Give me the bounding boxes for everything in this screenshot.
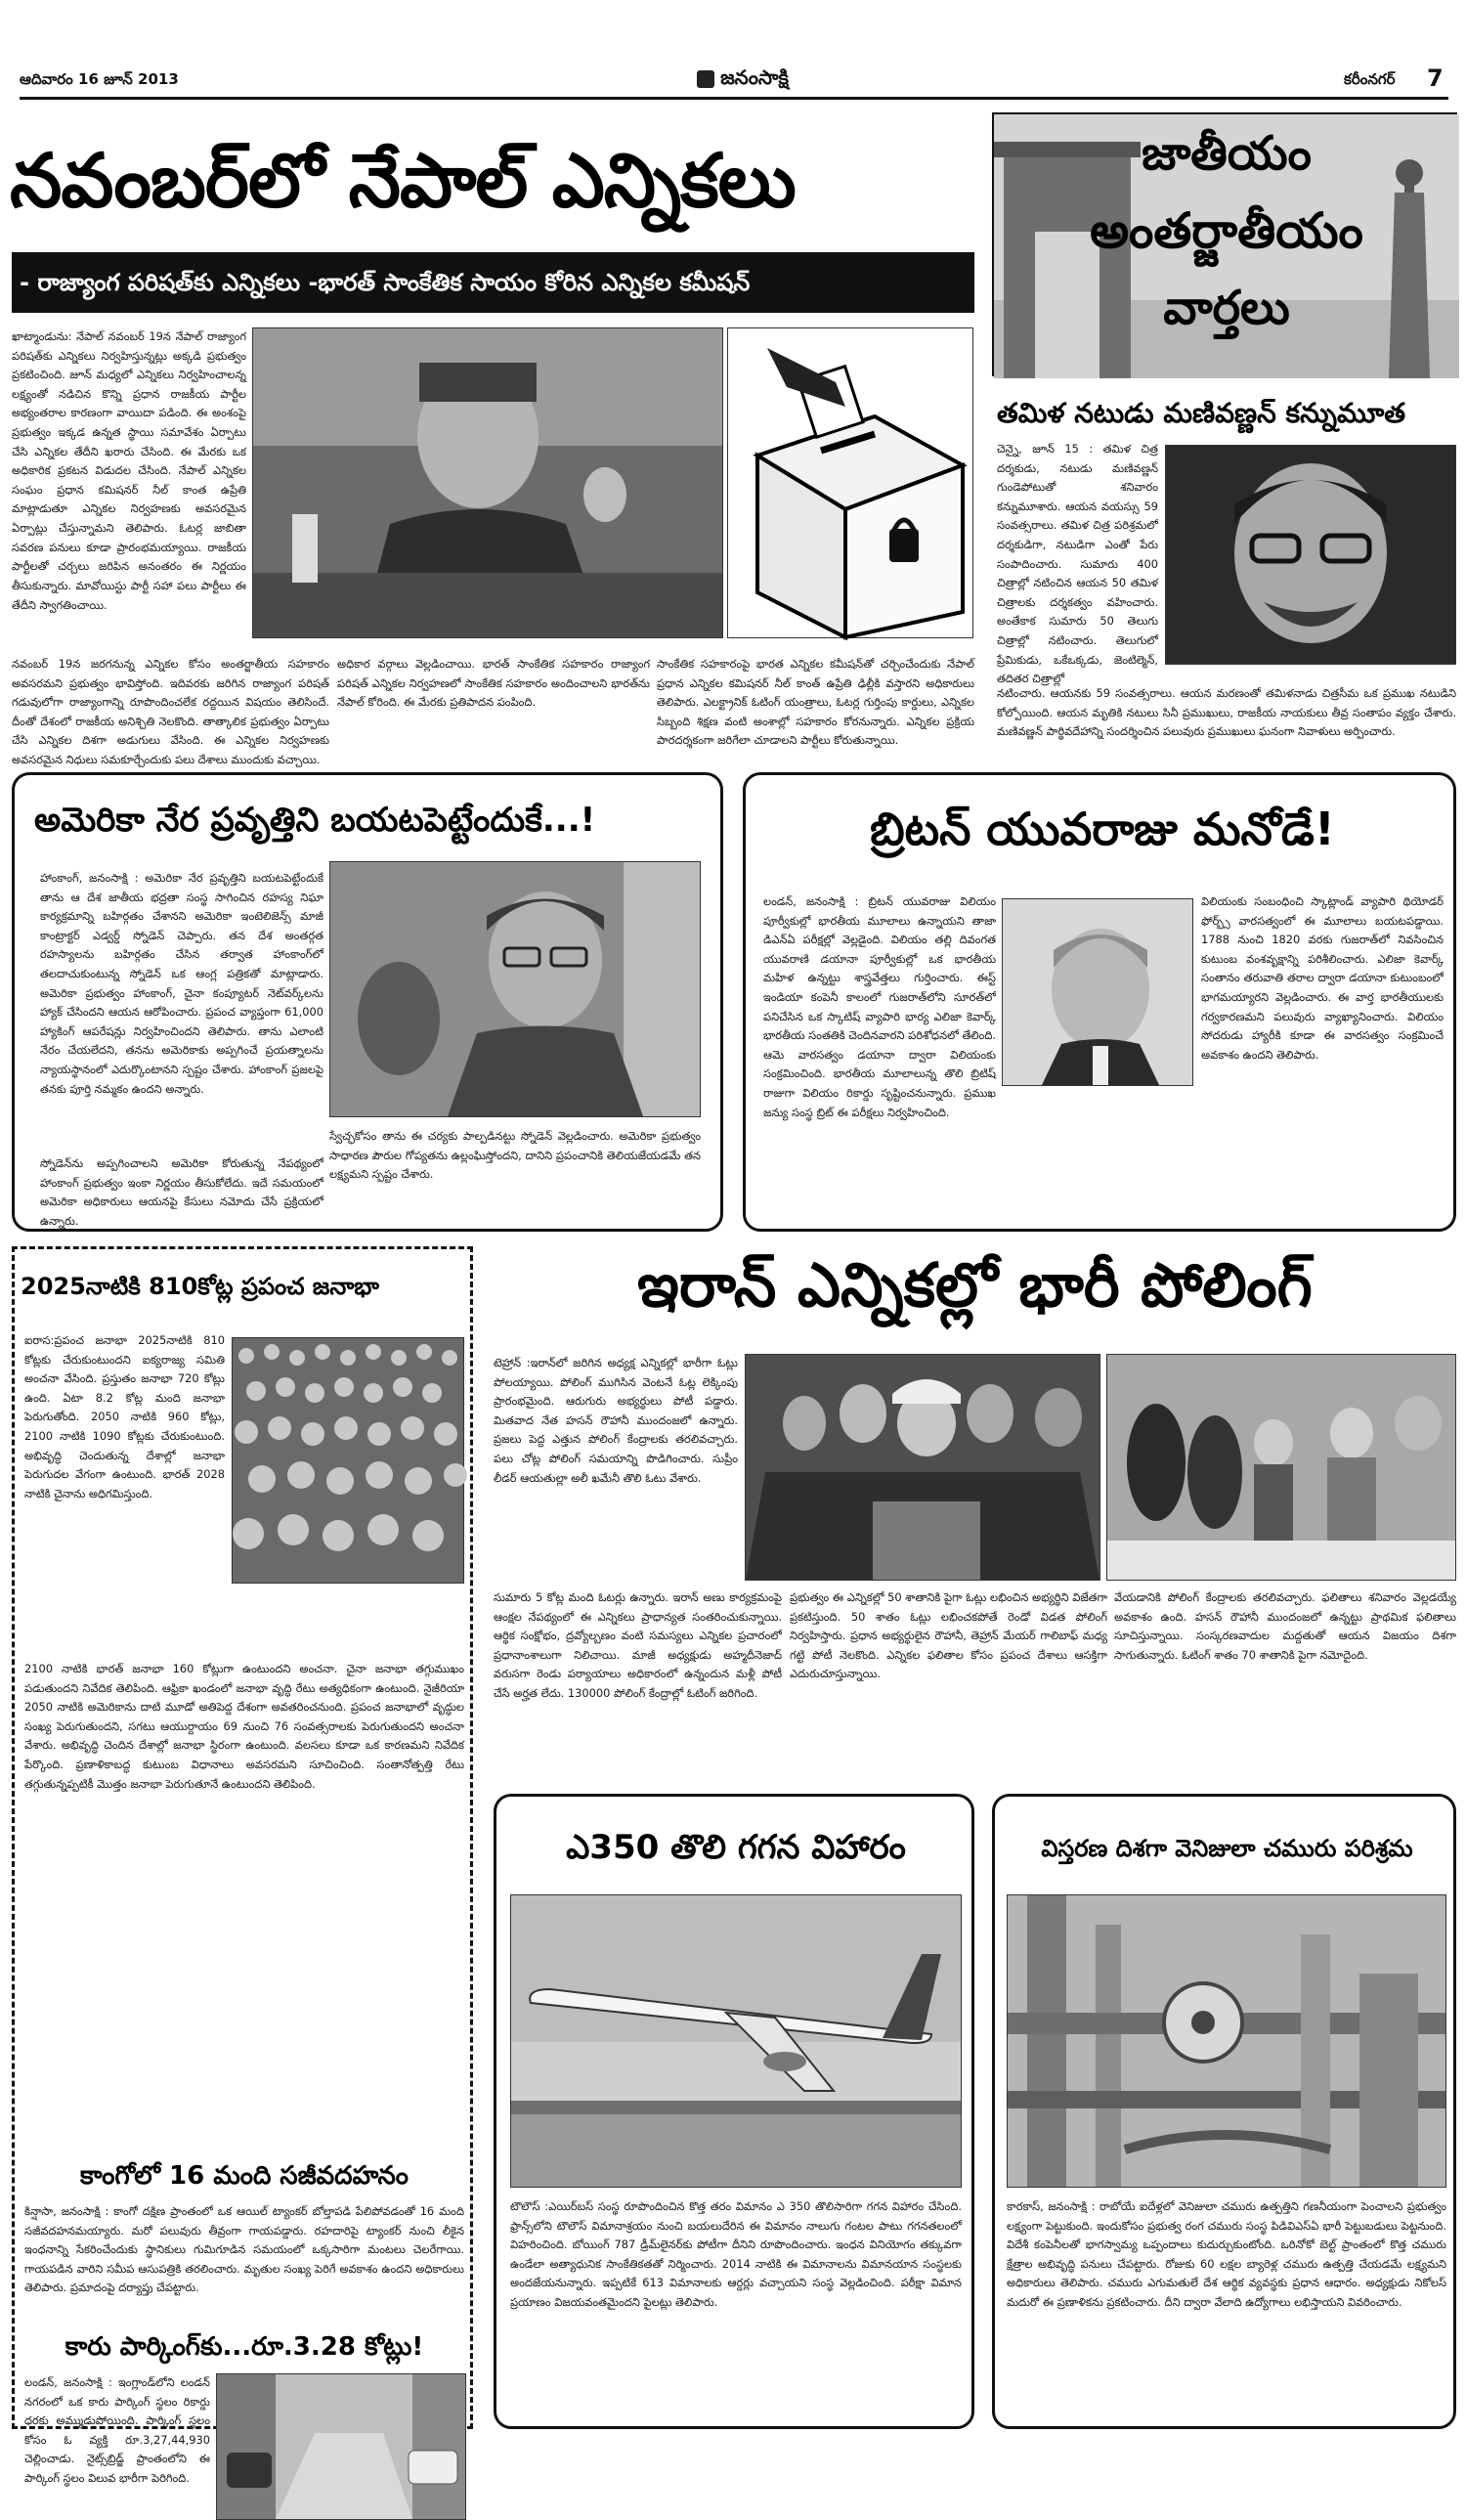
snowden-photo	[329, 861, 701, 1117]
nepal-headline: నవంబర్‌లో నేపాల్ ఎన్నికలు	[10, 137, 796, 224]
tamil-actor-photo	[1165, 445, 1456, 665]
nepal-body-col1: ఖాట్మాండు‌ను: నేపాల్ నవంబర్ 19న నేపాల్ రాజ్యాంగ పరిషత్‌కు ఎన్నికలు నిర్వహిస్తున్నట్లు అక్కడి ప్రభుత్వం ప్రకటించింది. జూన్ మధ్యలో ఎన్నికలు నిర్వహించాలన్న లక్ష్యంతో నడిచిన కొన్ని ప్రధాన రాజకీయ పార్టీల అభ్యంతరాల కారణంగా వాయిదా పడింది. ఈ అంశంపై ప్రభుత్వం ఇక్కడ ఉన్నత స్థాయి సమావేశం ఏర్పాటు చేసి ఎన్నికల తేదీని ఖరారు చేసింది. ఈ మేరకు ఒక అధికారిక ప్రకటన విడుదల చేసింది. నేపాల్ ఎన్నికల సంఘం ప్రధాన కమిషనర్ నీల్ కాంత ఉప్రేతి మాట్లాడుతూ ఎన్నికల నిర్వహణకు అవసరమైన ఏర్పాట్లు చేస్తున్నామని తెలిపారు. ఓటర్ల జాబితా సవరణ పనులు కూడా ప్రారంభమయ్యాయి. రాజకీయ పార్టీలతో చర్చలు జరిపిన అనంతరం ఈ నిర్ణయం తీసుకున్నారు. మావోయిస్టు పార్టీ సహా పలు పార్టీలు ఈ తేదీని స్వాగతించాయి.	[12, 329, 246, 612]
a350-body: టౌలౌస్ :ఎయిర్‌బస్ సంస్థ రూపొందించిన కొత్త తరం విమానం ఎ 350 తొలిసారిగా గగన విహారం చేసింది. ఫ్రాన్స్‌లోని టౌలౌస్ విమానాశ్రయం నుంచి బయలుదేరిన ఈ విమానం నాలుగు గంటల పాటు గగనతలంలో విహరించింది. బోయింగ్ 787 డ్రీమ్‌లైనర్‌కు పోటీగా దీనిని రూపొందించారు. ఇంధన వినియోగం తక్కువగా ఉండేలా అత్యాధునిక సాంకేతికతతో నిర్మించారు. 2014 నాటికి ఈ విమానాలను విమానయాన సంస్థలకు అందజేయనున్నారు. ఇప్పటికే 613 విమానాలకు ఆర్డర్లు వచ్చాయని సంస్థ వెల్లడించింది. పరీక్షా విమాన ప్రయాణం విజయవంతమైందని పైలట్లు తెలిపారు.	[510, 2199, 962, 2310]
nepal-subhead	[12, 252, 974, 313]
nepal-body-col4: సాంకేతిక సహకారంపై భారత ఎన్నికల కమీషన్‌తో చర్చించేందుకు నేపాల్ ప్రధాన ఎన్నికల కమిషనర్ నీల్ కాంత్ ఉప్రేతి ఢిల్లీకి వస్తారని అధికారులు తెలిపారు. ఎలక్ట్రానిక్ ఓటింగ్ యంత్రాలు, ఓటర్ల గుర్తింపు కార్డులు, ఎన్నికల సిబ్బంది శిక్షణ వంటి అంశాల్లో సహకారం కోరనున్నారు. ఎన్నికల ప్రక్రియ పారదర్శకంగా జరిగేలా చూడాలని పార్టీలు కోరుతున్నాయి.	[657, 657, 974, 748]
page-header	[20, 66, 1448, 100]
population-body-col1: ఐరాస:ప్రపంచ జనాభా 2025నాటికి 810 కోట్లకు చేరుకుంటుందని ఐక్యరాజ్య సమితి అంచనా వేసింది. ప్రస్తుతం జనాభా 720 కోట్లు ఉంది. ఏటా 8.2 కోట్ల మంది జనాభా పెరుగుతోంది. 2050 నాటికి 960 కోట్లు, 2100 నాటికి 1090 కోట్లకు చేరుకుంటుంది. అభివృద్ధి చెందుతున్న దేశాల్లో జనాభా పెరుగుదల వేగంగా ఉంటుంది. భారత్ 2028 నాటికి చైనాను అధిగమిస్తుంది.	[24, 1333, 225, 1500]
iran-body-col2: సుమారు 5 కోట్ల మంది ఓటర్లు ఉన్నారు. ఇరాన్ అణు కార్యక్రమంపై ఆంక్షల నేపథ్యంలో ఈ ఎన్నికలు ప్రాధాన్యత సంతరించుకున్నాయి. ఆర్థిక సంక్షోభం, ద్రవ్యోల్బణం వంటి సమస్యలు ఎన్నికల ప్రచారంలో ప్రధానాంశాలుగా నిలిచాయి. మాజీ అధ్యక్షుడు అహ్మదీనెజాద్ వరుసగా రెండు పర్యాయాలు అధికారంలో ఉన్నందున మళ్లీ పోటీ చేసే అర్హత లేదు. 130000 పోలింగ్ కేంద్రాల్లో ఓటింగ్ జరిగింది.	[494, 1590, 782, 1701]
iran-headline: ఇరాన్ ఎన్నికల్లో భారీ పోలింగ్	[637, 1249, 1313, 1321]
ballot-box-illustration	[727, 327, 973, 638]
usa-body-col2: స్నోడెన్‌ను అప్పగించాలని అమెరికా కోరుతున్న నేపథ్యంలో హాంకాంగ్ ప్రభుత్వం ఇంకా నిర్ణయం తీసుకోలేదు. ఇదే సమయంలో అమెరికా అధికారులు ఆయనపై కేసులు నమోదు చేసే ప్రక్రియలో ఉన్నారు.	[40, 1156, 323, 1228]
venezuela-body: కారకాస్, జనంసాక్షి : రాబోయే ఐదేళ్లలో వెనిజులా చమురు ఉత్పత్తిని గణనీయంగా పెంచాలని ప్రభుత్వం లక్ష్యంగా పెట్టుకుంది. ఇందుకోసం ప్రభుత్వ రంగ చమురు సంస్థ పిడివిఎస్‌ఏ భారీ పెట్టుబడులు పెట్టనుంది. విదేశీ కంపెనీలతో భాగస్వామ్య ఒప్పందాలు కుదుర్చుకుంటోంది. ఒరినోకో బెల్ట్ ప్రాంతంలో కొత్త చమురు క్షేత్రాల అభివృద్ధి పనులు చేపట్టారు. రోజుకు 60 లక్షల బ్యారెళ్ల చమురు ఉత్పత్తి చేయడమే లక్ష్యమని అధికారులు తెలిపారు. చమురు ఎగుమతులే దేశ ఆర్థిక వ్యవస్థకు ప్రధాన ఆధారం. అధ్యక్షుడు నికోలస్ మదురో ఈ ప్రణాళికను ప్రకటించారు. దీని ద్వారా వేలాది ఉద్యోగాలు లభిస్తాయని వివరించారు.	[1007, 2199, 1446, 2310]
britain-body-col2: విలియంకు సంబంధించి స్కాట్లాండ్ వ్యాపారి థియోడర్ ఫోర్బ్స్ వారసత్వంలో ఈ మూలాలు బయటపడ్డాయి. 1788 నుంచి 1820 వరకు గుజరాత్‌లో నివసించిన కుటుంబ వంశవృక్షాన్ని పరిశీలించారు. ఎలిజా కెవార్క్ సంతానం తరువాతి తరాల ద్వారా డయానా కుటుంబంలో భాగమయ్యారని వెల్లడించారు. ఈ వార్త భారతీయులకు గర్వకారణమని పలువురు వ్యాఖ్యానించారు. విలియం సోదరుడు హ్యారీకి కూడా ఈ వారసత్వం సంక్రమించే అవకాశం ఉందని తెలిపారు.	[1201, 894, 1444, 1062]
iran-body-col3: ప్రభుత్వం ఈ ఎన్నికల్లో 50 శాతానికి పైగా ఓట్లు లభించిన అభ్యర్థిని విజేతగా ప్రకటిస్తుంది. 50 శాతం ఓట్లు లభించకపోతే రెండో విడత పోలింగ్ నిర్వహిస్తారు. ప్రధాన అభ్యర్థులైన రౌహానీ, తెహ్రాన్ మేయర్ గాలిబాఫ్ మధ్య గట్టి పోటీ నెలకొంది. ఎన్నికల ఫలితాల కోసం ప్రపంచ దేశాలు ఆసక్తిగా ఎదురుచూస్తున్నాయి.	[790, 1590, 1107, 1681]
parking-headline: కారు పార్కింగ్‌కు...రూ.3.28 కోట్లు!	[65, 2332, 424, 2362]
population-headline: 2025నాటికి 810కోట్ల ప్రపంచ జనాభా	[21, 1273, 380, 1300]
header-logo	[645, 63, 841, 96]
header-date: ఆదివారం 16 జూన్ 2013	[20, 70, 179, 88]
britain-headline: బ్రిటన్ యువరాజు మనోడే!	[870, 803, 1335, 855]
logo-icon	[697, 70, 714, 88]
header-location: కరీంనగర్	[1344, 70, 1396, 88]
national-international-banner	[992, 112, 1457, 376]
usa-body-col3: స్వేచ్ఛకోసం తాను ఈ చర్యకు పాల్పడినట్టు స్నోడెన్ వెల్లడించారు. అమెరికా ప్రభుత్వం సాధారణ పౌరుల గోప్యతను ఉల్లంఘిస్తోందని, దానిని ప్రపంచానికి తెలియజేయడమే తన లక్ష్యమని స్పష్టం చేశారు.	[329, 1129, 701, 1182]
banner-line-1: జాతీయం	[1142, 126, 1312, 181]
tamil-body-col1: చెన్నై, జూన్ 15 : తమిళ చిత్ర దర్శకుడు, నటుడు మణివణ్ణన్ గుండెపోటుతో శనివారం కన్నుమూశారు. ఆయన వయస్సు 59 సంవత్సరాలు. తమిళ చిత్ర పరిశ్రమలో దర్శకుడిగా, నటుడిగా ఎంతో పేరు సంపాదించారు. సుమారు 400 చిత్రాల్లో నటించిన ఆయన 50 తమిళ చిత్రాలకు దర్శకత్వం వహించారు. అంతేకాక సుమారు 50 తెలుగు చిత్రాల్లో నటించారు. తెలుగులో ప్రేమికుడు, ఒకేఒక్కడు, జెంటిల్మెన్, తదితర చిత్రాల్లో	[997, 442, 1158, 686]
congo-headline: కాంగోలో 16 మంది సజీవదహనం	[80, 2161, 409, 2191]
airbus-a350-photo	[510, 1894, 962, 2188]
iran-rouhani-photo	[745, 1354, 1100, 1581]
crowd-photo	[232, 1337, 464, 1584]
banner-line-3: వార్తలు	[1163, 281, 1290, 335]
header-page-number: 7	[1427, 65, 1444, 92]
parking-body-col1: లండన్, జనంసాక్షి : ఇంగ్లాండ్‌లోని లండన్ నగరంలో ఒక కారు పార్కింగ్ స్థలం రికార్డు ధరకు అమ్ముడుపోయింది. పార్కింగ్ స్థలం కోసం ఓ వ్యక్తి రూ.3,27,44,930 చెల్లించాడు. నైట్స్‌బ్రిడ్జ్ ప్రాంతంలోని ఈ పార్కింగ్ స్థలం విలువ భారీగా పెరిగింది.	[24, 2375, 210, 2486]
iran-body-col4: వేయడానికి పోలింగ్ కేంద్రాలకు తరలివచ్చారు. ఫలితాలు శనివారం వెల్లడయ్యే అవకాశం ఉంది. హసన్ రౌహానీ ముందంజలో ఉన్నట్టు ప్రాథమిక ఫలితాలు సూచిస్తున్నాయి. సంస్కరణవాదుల మద్దతుతో ఆయన విజయం దిశగా సాగుతున్నారు. ఓటింగ్ శాతం 70 శాతానికి పైగా నమోదైంది.	[1114, 1590, 1456, 1662]
usa-headline: అమెరికా నేర ప్రవృత్తిని బయటపెట్టేందుకే...!	[34, 801, 596, 840]
parking-garage-photo	[216, 2373, 466, 2520]
logo-text: జనంసాక్షి	[720, 65, 789, 89]
congo-body: కిన్షాసా, జనంసాక్షి : కాంగో దక్షిణ ప్రాంతంలో ఒక ఆయిల్ ట్యాంకర్ బోల్తాపడి పేలిపోవడంతో 16 మంది సజీవదహనమయ్యారు. మరో పలువురు తీవ్రంగా గాయపడ్డారు. రహదారిపై ట్యాంకర్ నుంచి లీకైన ఇంధనాన్ని సేకరించేందుకు స్థానికులు గుమిగూడిన సమయంలో ఒక్కసారిగా మంటలు చెలరేగాయి. గాయపడిన వారిని సమీప ఆసుపత్రికి తరలించారు. మృతుల సంఖ్య పెరిగే అవకాశం ఉందని అధికారులు తెలిపారు. ప్రమాదంపై దర్యాప్తు చేపట్టారు.	[24, 2204, 464, 2295]
nepal-body-col3: అధికార వర్గాలు వెల్లడించాయి. భారత్ సాంకేతిక సహకారం రాజ్యాంగ పరిషత్ ఎన్నికల నిర్వహణలో సాంకేతిక సహకారం అందించాలని భారత్‌ను నేపాల్ కోరింది. ఈ మేరకు ప్రతిపాదన పంపింది.	[337, 657, 650, 710]
britain-body-col1: లండన్, జనంసాక్షి : బ్రిటన్ యువరాజు విలియం పూర్వీకుల్లో భారతీయ మూలాలు ఉన్నాయని తాజా డిఎన్‌ఏ పరీక్షల్లో వెల్లడైంది. విలియం తల్లి దివంగత యువరాణి డయానా పూర్వీకుల్లో ఒక భారతీయ మహిళ ఉన్నట్టు శాస్త్రవేత్తలు గుర్తించారు. ఈస్ట్ ఇండియా కంపెనీ కాలంలో గుజరాత్‌లోని సూరత్‌లో పనిచేసిన ఒక స్కాటిష్ వ్యాపారి భార్య ఎలిజా కెవార్క్ భారతీయ సంతతికి చెందినవారని పరిశోధనలో తేలింది. ఆమె వారసత్వం డయానా ద్వారా విలియంకు సంక్రమించింది. భారతీయ మూలాలున్న తొలి బ్రిటిష్ రాజుగా విలియం రికార్డు సృష్టించనున్నారు. ప్రముఖ జన్యు సంస్థ బ్రిట్ ఈ పరీక్షలు నిర్వహించింది.	[763, 894, 996, 1119]
tamil-headline: తమిళ నటుడు మణివణ్ణన్ కన్నుమూత	[997, 397, 1406, 429]
venezuela-story-panel	[992, 1794, 1456, 2429]
iran-body-col1: టెహ్రాన్ :ఇరాన్‌లో జరిగిన అధ్యక్ష ఎన్నికల్లో భారీగా ఓట్లు పోలయ్యాయి. పోలింగ్ ముగిసిన వెంటనే ఓట్ల లెక్కింపు ప్రారంభమైంది. ఆరుగురు అభ్యర్థులు పోటీ పడ్డారు. మితవాద నేత హసన్ రౌహానీ ముందంజలో ఉన్నారు. ప్రజలు పెద్ద ఎత్తున పోలింగ్ కేంద్రాలకు తరలివచ్చారు. పలు చోట్ల పోలింగ్ సమయాన్ని పొడిగించారు. సుప్రీం లీడర్ ఆయతుల్లా అలీ ఖమేనీ తొలి ఓటు వేశారు.	[494, 1356, 738, 1485]
usa-story-panel	[12, 772, 723, 1232]
a350-story-panel	[494, 1794, 974, 2429]
population-body-col2: 2100 నాటికి భారత్ జనాభా 160 కోట్లుగా ఉంటుందని అంచనా. చైనా జనాభా తగ్గుముఖం పడుతుందని నివేదిక తెలిపింది. ఆఫ్రికా ఖండంలో జనాభా వృద్ధి రేటు అత్యధికంగా ఉంటుంది. నైజీరియా 2050 నాటికి అమెరికాను దాటి మూడో అతిపెద్ద దేశంగా అవతరించనుంది. ప్రపంచ జనాభాలో వృద్ధుల సంఖ్య పెరుగుతుందని, సగటు ఆయుర్దాయం 69 నుంచి 76 సంవత్సరాలకు పెరుగుతుందని అంచనా వేశారు. అభివృద్ధి చెందిన దేశాల్లో జనాభా స్థిరంగా ఉంటుంది. వలసలు కూడా ఒక కారణమని నివేదిక పేర్కొంది. ప్రణాళికాబద్ధ కుటుంబ విధానాలు అవసరమని సూచించింది. సంతానోత్పత్తి రేటు తగ్గుతున్నప్పటికీ మొత్తం జనాభా పెరుగుతూనే ఉంటుందని తెలిపింది.	[24, 1662, 464, 1791]
britain-story-panel	[743, 772, 1456, 1232]
nepal-body-col2: నవంబర్ 19న జరగనున్న ఎన్నికల కోసం అంతర్జాతీయ సహకారం అవసరమని ప్రభుత్వం భావిస్తోంది. ఇదివరకు జరిగిన రాజ్యాంగ పరిషత్ గడువులోగా రాజ్యాంగాన్ని రూపొందించలేక రద్దయిన విషయం తెలిసిందే. దీంతో దేశంలో రాజకీయ అనిశ్చితి నెలకొంది. తాత్కాలిక ప్రభుత్వం ఏర్పాటు చేసి ఎన్నికల దిశగా అడుగులు వేసింది. ఈ ఎన్నికల నిర్వహణకు అవసరమైన నిధులు సమకూర్చేందుకు పలు దేశాలు ముందుకు వచ్చాయి.	[12, 657, 329, 767]
venezuela-headline: విస్తరణ దిశగా వెనిజులా చమురు పరిశ్రమ	[1041, 1835, 1413, 1862]
population-panel	[12, 1246, 473, 2486]
prince-william-photo	[1002, 898, 1193, 1086]
usa-body-col1: హాంకాంగ్, జనంసాక్షి : అమెరికా నేర ప్రవృత్తిని బయటపెట్టేందుకే తాను ఆ దేశ జాతీయ భద్రతా సంస్థ సాగించిన రహస్య నిఘా కార్యక్రమాన్ని బహిర్గతం చేశానని అమెరికా ఇంటెలిజెన్స్ మాజీ కాంట్రాక్టర్ ఎడ్వర్డ్ స్నోడెన్ చెప్పారు. తన దేశ అంతర్గత రహస్యాలను బహిర్గతం చేసిన తర్వాత హాంకాంగ్‌లో తలదాచుకుంటున్న స్నోడెన్ ఒక ఆంగ్ల పత్రికతో మాట్లాడారు. అమెరికా ప్రభుత్వం హాంకాంగ్, చైనా కంప్యూటర్ నెట్‌వర్క్‌లను హ్యాక్ చేసిందని ఆయన ఆరోపించారు. ప్రపంచ వ్యాప్తంగా 61,000 హ్యాకింగ్ ఆపరేషన్లు నిర్వహించిందని తెలిపారు. తాను ఎలాంటి నేరం చేయలేదని, తనను అమెరికాకు అప్పగించే ప్రయత్నాలను న్యాయస్థానంలో ఎదుర్కొంటానని స్పష్టం చేశారు. హాంకాంగ్ ప్రజలపై తనకు పూర్తి నమ్మకం ఉందని అన్నారు.	[40, 871, 323, 1096]
nepal-subhead-text: - రాజ్యాంగ పరిషత్‌కు ఎన్నికలు -భారత్ సాంకేతిక సాయం కోరిన ఎన్నికల కమీషన్	[20, 269, 751, 296]
nepal-speaker-photo	[252, 327, 723, 638]
oil-refinery-photo	[1007, 1894, 1446, 2188]
iran-polling-station-photo	[1106, 1354, 1456, 1581]
a350-headline: ఎ350 తొలి గగన విహారం	[566, 1828, 906, 1867]
banner-line-2: అంతర్జాతీయం	[1090, 202, 1363, 259]
tamil-body-col2: నటించారు. ఆయనకు 59 సంవత్సరాలు. ఆయన మరణంతో తమిళనాడు చిత్రసీమ ఒక ప్రముఖ నటుడిని కోల్పోయింది. ఆయన మృతికి నటులు సినీ ప్రముఖులు, రాజకీయ నాయకులు తీవ్ర సంతాపం వ్యక్తం చేశారు. మణివణ్ణన్ పార్థివదేహాన్ని సందర్శించిన పలువురు ప్రముఖులు ఘనంగా నివాళులు అర్పించారు.	[997, 686, 1456, 739]
